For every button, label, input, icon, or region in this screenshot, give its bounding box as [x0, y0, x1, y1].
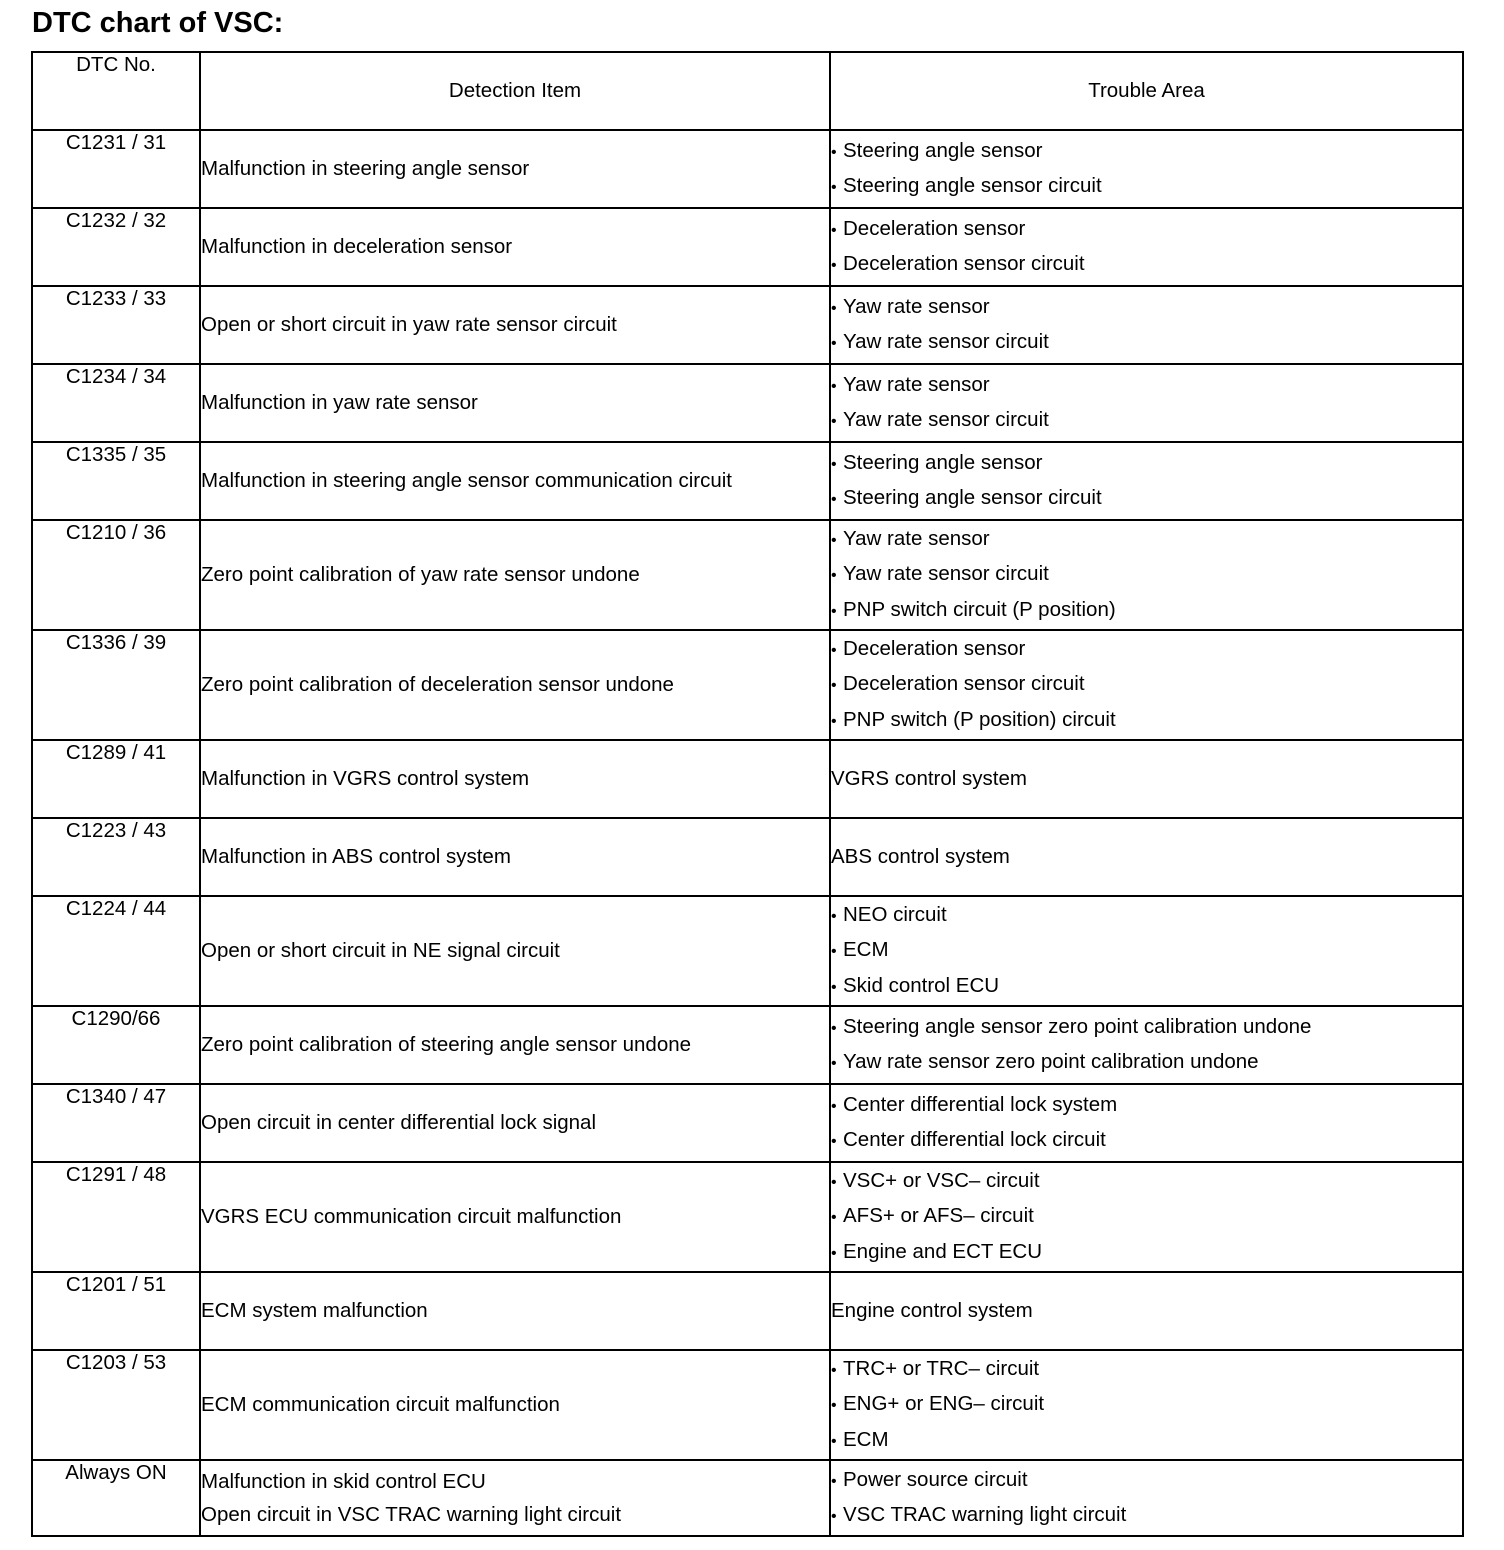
trouble-area-cell — [830, 740, 1463, 818]
bullet-icon: • — [831, 978, 837, 996]
dtc-code-cell: C1291 / 48 — [32, 1162, 200, 1272]
trouble-area-cell — [830, 1162, 1463, 1272]
trouble-area-item — [831, 1164, 1462, 1200]
bullet-icon: • — [831, 1244, 837, 1262]
trouble-area-text: VGRS control system — [831, 767, 1027, 791]
table-row — [32, 630, 1463, 740]
detection-item-text: Zero point calibration of yaw rate sensor undone — [201, 563, 640, 587]
detection-item-cell — [200, 1162, 830, 1272]
detection-item-cell — [200, 896, 830, 1006]
detection-item-cell — [200, 286, 830, 364]
table-header-row — [32, 52, 1463, 130]
detection-item-cell — [200, 442, 830, 520]
trouble-area-text: Steering angle sensor circuit — [843, 486, 1102, 509]
table-row — [32, 364, 1463, 442]
trouble-area-cell — [830, 1272, 1463, 1350]
bullet-icon: • — [831, 1209, 837, 1227]
dtc-code-cell: C1233 / 33 — [32, 286, 200, 364]
detection-item-cell — [200, 1460, 830, 1536]
trouble-area-item — [831, 933, 1462, 969]
dtc-code-cell: C1336 / 39 — [32, 630, 200, 740]
table-row — [32, 442, 1463, 520]
detection-item-text: Malfunction in skid control ECU — [201, 1469, 486, 1493]
trouble-area-item — [831, 1235, 1462, 1271]
trouble-area-text: Deceleration sensor circuit — [843, 672, 1085, 696]
trouble-area-cell — [830, 630, 1463, 740]
bullet-icon: • — [831, 567, 837, 585]
bullet-icon: • — [831, 1432, 837, 1450]
trouble-area-item — [831, 557, 1462, 593]
trouble-area-cell — [830, 286, 1463, 364]
table-row — [32, 1350, 1463, 1460]
trouble-area-text: Center differential lock system — [843, 1092, 1118, 1116]
trouble-area-cell — [830, 1350, 1463, 1460]
table-row — [32, 208, 1463, 286]
table-row — [32, 286, 1463, 364]
trouble-area-text: ABS control system — [831, 845, 1010, 869]
dtc-code-cell: C1290/66 — [32, 1006, 200, 1084]
trouble-area-item — [831, 1123, 1462, 1159]
detection-item-text: ECM system malfunction — [201, 1299, 428, 1323]
trouble-area-text: VSC TRAC warning light circuit — [843, 1503, 1127, 1526]
detection-item-text: Malfunction in yaw rate sensor — [201, 391, 478, 415]
table-row — [32, 818, 1463, 896]
detection-item-text: Open or short circuit in yaw rate sensor circuit — [201, 313, 617, 337]
trouble-area-cell — [830, 130, 1463, 208]
detection-item-cell — [200, 630, 830, 740]
detection-item-text: Open or short circuit in NE signal circuit — [201, 939, 560, 963]
trouble-area-item — [831, 1088, 1462, 1124]
trouble-area-text: AFS+ or AFS– circuit — [843, 1204, 1034, 1228]
dtc-code-cell: C1289 / 41 — [32, 740, 200, 818]
table-row — [32, 520, 1463, 630]
trouble-area-item — [831, 1045, 1462, 1081]
trouble-area-text: Yaw rate sensor — [843, 294, 990, 318]
trouble-area-item — [831, 325, 1462, 361]
table-row — [32, 1084, 1463, 1162]
bullet-icon: • — [831, 413, 837, 430]
trouble-area-text: ECM — [843, 938, 889, 962]
bullet-icon: • — [831, 1019, 837, 1037]
trouble-area-text: Deceleration sensor circuit — [843, 252, 1085, 275]
table-row — [32, 1460, 1463, 1536]
header-dtc-no: DTC No. — [32, 52, 200, 130]
trouble-area-text: Yaw rate sensor zero point calibration undone — [843, 1050, 1259, 1073]
trouble-area-cell — [830, 442, 1463, 520]
detection-item-text: Malfunction in ABS control system — [201, 845, 511, 869]
bullet-icon: • — [831, 257, 837, 274]
trouble-area-text: Deceleration sensor — [843, 216, 1026, 240]
bullet-icon: • — [831, 1055, 837, 1072]
trouble-area-text: Center differential lock circuit — [843, 1128, 1106, 1151]
trouble-area-item — [831, 212, 1462, 248]
bullet-icon: • — [831, 143, 837, 161]
trouble-area-text: PNP switch (P position) circuit — [843, 707, 1116, 731]
header-trouble-area: Trouble Area — [830, 52, 1463, 130]
trouble-area-item — [831, 368, 1462, 404]
trouble-area-item — [831, 969, 1462, 1005]
trouble-area-text: Steering angle sensor — [843, 138, 1043, 162]
bullet-icon: • — [831, 221, 837, 239]
dtc-code-cell: C1335 / 35 — [32, 442, 200, 520]
table-row — [32, 1162, 1463, 1272]
trouble-area-text: Engine control system — [831, 1299, 1033, 1323]
detection-item-cell — [200, 208, 830, 286]
detection-item-text: Open circuit in center differential lock signal — [201, 1111, 597, 1135]
trouble-area-item — [831, 840, 1462, 874]
trouble-area-cell — [830, 896, 1463, 1006]
bullet-icon: • — [831, 455, 837, 473]
trouble-area-item — [831, 1463, 1462, 1499]
trouble-area-text: ENG+ or ENG– circuit — [843, 1392, 1045, 1416]
trouble-area-text: TRC+ or TRC– circuit — [843, 1356, 1040, 1380]
trouble-area-text: Yaw rate sensor — [843, 372, 990, 396]
trouble-area-item — [831, 593, 1462, 629]
detection-item-cell — [200, 130, 830, 208]
trouble-area-text: Steering angle sensor — [843, 450, 1043, 474]
trouble-area-item — [831, 632, 1462, 668]
trouble-area-item — [831, 1498, 1462, 1534]
bullet-icon: • — [831, 943, 837, 961]
trouble-area-text: Yaw rate sensor circuit — [843, 562, 1049, 586]
header-detection-item: Detection Item — [200, 52, 830, 130]
page-title: DTC chart of VSC: — [32, 7, 284, 39]
trouble-area-item — [831, 1199, 1462, 1235]
trouble-area-item — [831, 898, 1462, 934]
detection-item-text: Zero point calibration of steering angle sensor undone — [201, 1033, 692, 1057]
bullet-icon: • — [831, 712, 837, 730]
bullet-icon: • — [831, 907, 837, 925]
table-body — [32, 130, 1463, 1536]
dtc-code-cell: C1231 / 31 — [32, 130, 200, 208]
table-row — [32, 130, 1463, 208]
trouble-area-item — [831, 1387, 1462, 1423]
table-row — [32, 740, 1463, 818]
bullet-icon: • — [831, 491, 837, 508]
dtc-code-cell: Always ON — [32, 1460, 200, 1536]
trouble-area-item — [831, 134, 1462, 170]
dtc-code-cell: C1232 / 32 — [32, 208, 200, 286]
bullet-icon: • — [831, 1361, 837, 1379]
trouble-area-text: Yaw rate sensor circuit — [843, 330, 1049, 353]
bullet-icon: • — [831, 179, 837, 196]
bullet-icon: • — [831, 299, 837, 317]
trouble-area-cell — [830, 208, 1463, 286]
detection-item-cell — [200, 818, 830, 896]
bullet-icon: • — [831, 1508, 837, 1525]
trouble-area-item — [831, 1352, 1462, 1388]
trouble-area-text: Yaw rate sensor — [843, 526, 990, 550]
trouble-area-text: Steering angle sensor circuit — [843, 174, 1102, 197]
detection-item-cell — [200, 1006, 830, 1084]
detection-item-text: Malfunction in steering angle sensor — [201, 157, 530, 181]
dtc-code-cell: C1210 / 36 — [32, 520, 200, 630]
bullet-icon: • — [831, 531, 837, 549]
bullet-icon: • — [831, 602, 837, 620]
detection-item-text: Zero point calibration of deceleration sensor undone — [201, 673, 674, 697]
trouble-area-text: Power source circuit — [843, 1467, 1028, 1491]
bullet-icon: • — [831, 1397, 837, 1415]
dtc-code-cell: C1201 / 51 — [32, 1272, 200, 1350]
trouble-area-item — [831, 169, 1462, 205]
detection-item-text: Open circuit in VSC TRAC warning light circuit — [201, 1503, 622, 1526]
bullet-icon: • — [831, 1097, 837, 1115]
detection-item-cell — [200, 740, 830, 818]
trouble-area-text: PNP switch circuit (P position) — [843, 597, 1116, 621]
bullet-icon: • — [831, 1133, 837, 1150]
dtc-code-cell: C1223 / 43 — [32, 818, 200, 896]
trouble-area-cell — [830, 818, 1463, 896]
trouble-area-cell — [830, 1084, 1463, 1162]
detection-item-text: ECM communication circuit malfunction — [201, 1393, 560, 1417]
trouble-area-item — [831, 446, 1462, 482]
trouble-area-text: VSC+ or VSC– circuit — [843, 1168, 1040, 1192]
trouble-area-text: Steering angle sensor zero point calibration undone — [843, 1014, 1312, 1038]
trouble-area-item — [831, 667, 1462, 703]
detection-item-cell — [200, 364, 830, 442]
trouble-area-cell — [830, 364, 1463, 442]
trouble-area-item — [831, 1010, 1462, 1046]
detection-item-text: Malfunction in VGRS control system — [201, 767, 530, 791]
detection-item-text: Malfunction in deceleration sensor — [201, 235, 513, 259]
bullet-icon: • — [831, 677, 837, 695]
trouble-area-text: Engine and ECT ECU — [843, 1239, 1043, 1263]
trouble-area-text: ECM — [843, 1427, 889, 1451]
dtc-code-cell: C1234 / 34 — [32, 364, 200, 442]
table-row — [32, 1006, 1463, 1084]
detection-item-cell — [200, 1084, 830, 1162]
table-row — [32, 896, 1463, 1006]
detection-item-text: VGRS ECU communication circuit malfunction — [201, 1205, 622, 1229]
trouble-area-text: Deceleration sensor — [843, 636, 1026, 660]
trouble-area-item — [831, 522, 1462, 558]
trouble-area-item — [831, 703, 1462, 739]
detection-item-cell — [200, 1350, 830, 1460]
bullet-icon: • — [831, 1173, 837, 1191]
trouble-area-item — [831, 403, 1462, 439]
trouble-area-cell — [830, 1006, 1463, 1084]
bullet-icon: • — [831, 1472, 837, 1490]
bullet-icon: • — [831, 335, 837, 352]
bullet-icon: • — [831, 641, 837, 659]
dtc-code-cell: C1224 / 44 — [32, 896, 200, 1006]
trouble-area-item — [831, 762, 1462, 796]
trouble-area-text: Skid control ECU — [843, 973, 1000, 997]
trouble-area-item — [831, 1423, 1462, 1459]
detection-item-cell — [200, 1272, 830, 1350]
trouble-area-item — [831, 247, 1462, 283]
trouble-area-text: NEO circuit — [843, 902, 947, 926]
detection-item-cell — [200, 520, 830, 630]
trouble-area-text: Yaw rate sensor circuit — [843, 408, 1049, 431]
trouble-area-cell — [830, 520, 1463, 630]
dtc-table — [31, 51, 1464, 1537]
trouble-area-item — [831, 481, 1462, 517]
trouble-area-item — [831, 1294, 1462, 1328]
bullet-icon: • — [831, 377, 837, 395]
dtc-code-cell: C1203 / 53 — [32, 1350, 200, 1460]
dtc-code-cell: C1340 / 47 — [32, 1084, 200, 1162]
trouble-area-item — [831, 290, 1462, 326]
trouble-area-cell — [830, 1460, 1463, 1536]
table-row — [32, 1272, 1463, 1350]
detection-item-text: Malfunction in steering angle sensor communication circuit — [201, 469, 732, 493]
